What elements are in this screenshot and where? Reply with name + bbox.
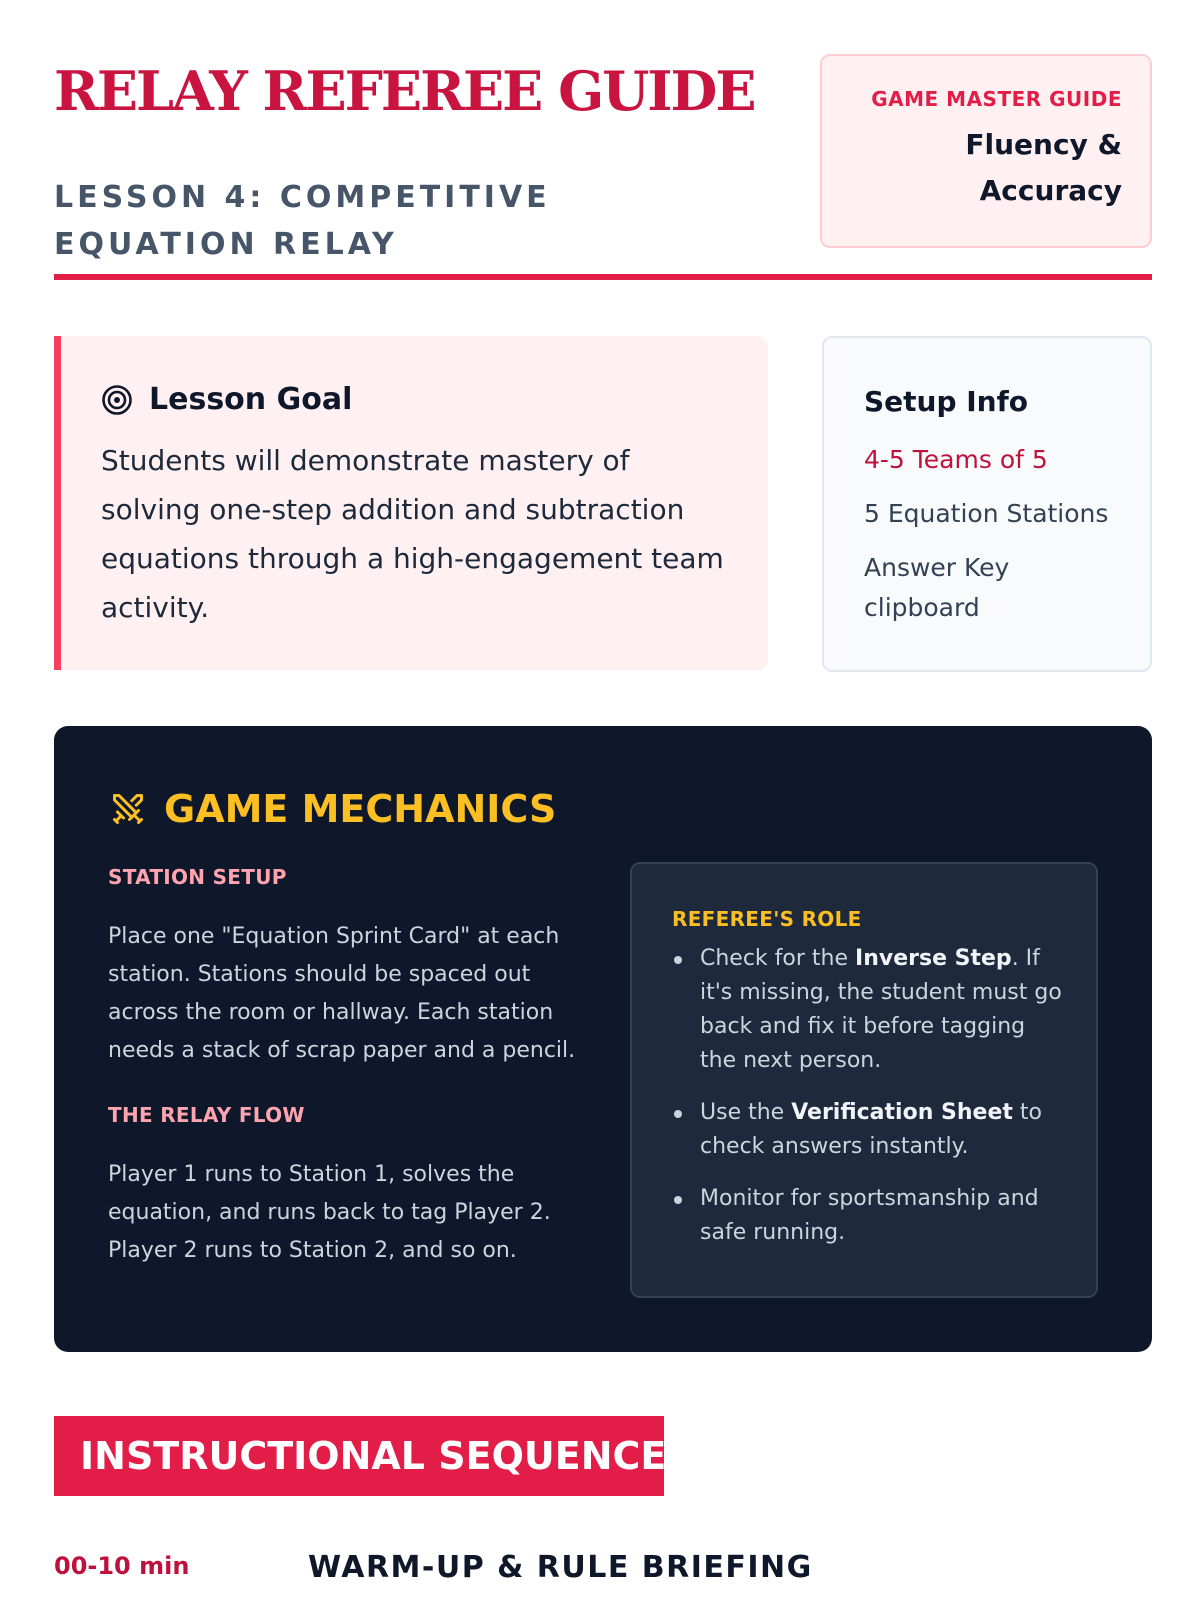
relay-flow-text: Player 1 runs to Station 1, solves the equation, and runs back to tag Player 2. Player 2 runs to Station 2, and so on. — [108, 1162, 551, 1263]
relay-flow-heading: THE RELAY FLOW — [108, 1103, 305, 1127]
game-master-badge — [820, 54, 1152, 248]
page-header — [54, 54, 1152, 282]
station-setup-heading: STATION SETUP — [108, 865, 287, 889]
list-item-text: Use the — [700, 1100, 792, 1125]
referee-role-title: REFEREE'S ROLE — [672, 907, 862, 931]
lesson-goal-title: Lesson Goal — [149, 382, 353, 417]
referee-role-card — [630, 862, 1098, 1298]
lesson-goal-card — [54, 336, 768, 670]
game-master-label: GAME MASTER GUIDE — [871, 87, 1122, 111]
referee-role-list — [672, 942, 1066, 1250]
setup-info-card — [822, 336, 1152, 672]
page-title: RELAY REFEREE GUIDE — [54, 59, 755, 123]
sequence-step-title: WARM-UP & RULE BRIEFING — [308, 1550, 813, 1585]
setup-info-title: Setup Info — [864, 385, 1029, 418]
list-item-emphasis: Verification Sheet — [791, 1100, 1013, 1125]
list-item — [672, 942, 1066, 1078]
instructional-sequence-title: INSTRUCTIONAL SEQUENCE — [80, 1434, 667, 1478]
list-item-text: . If it's missing, the student must go back and fix it before tagging the next person. — [700, 946, 1062, 1073]
list-item-text: to check answers instantly. — [700, 1100, 1042, 1159]
list-item — [672, 1182, 1066, 1250]
setup-item-stations: 5 Equation Stations — [864, 499, 1109, 528]
target-icon — [101, 384, 133, 416]
setup-item-teams: 4-5 Teams of 5 — [864, 445, 1048, 474]
sequence-step-time: 00-10 min — [54, 1552, 190, 1580]
game-mechanics-panel — [54, 726, 1152, 1352]
mechanics-details — [108, 862, 578, 1270]
header-divider — [54, 274, 1152, 280]
station-setup-text: Place one "Equation Sprint Card" at each station. Stations should be spaced out across the room or hallway. Each station needs a stack of scrap paper and a pencil. — [108, 924, 576, 1063]
instructional-sequence-banner — [54, 1416, 667, 1496]
list-item-text: Check for the — [700, 946, 856, 971]
setup-item-answer-key: Answer Key clipboard — [864, 553, 1010, 622]
lesson-subtitle: LESSON 4: COMPETITIVE EQUATION RELAY — [54, 180, 551, 262]
list-item-text: Monitor for sportsmanship and safe running. — [700, 1186, 1039, 1245]
lesson-goal-text: Students will demonstrate mastery of solving one-step addition and subtraction equations through a high-engagement team activity. — [101, 444, 724, 624]
crossed-swords-icon — [110, 791, 146, 827]
list-item-emphasis: Inverse Step — [855, 946, 1012, 971]
game-master-focus: Fluency & Accuracy — [965, 128, 1122, 207]
list-item — [672, 1096, 1066, 1164]
game-mechanics-title: GAME MECHANICS — [164, 787, 557, 831]
